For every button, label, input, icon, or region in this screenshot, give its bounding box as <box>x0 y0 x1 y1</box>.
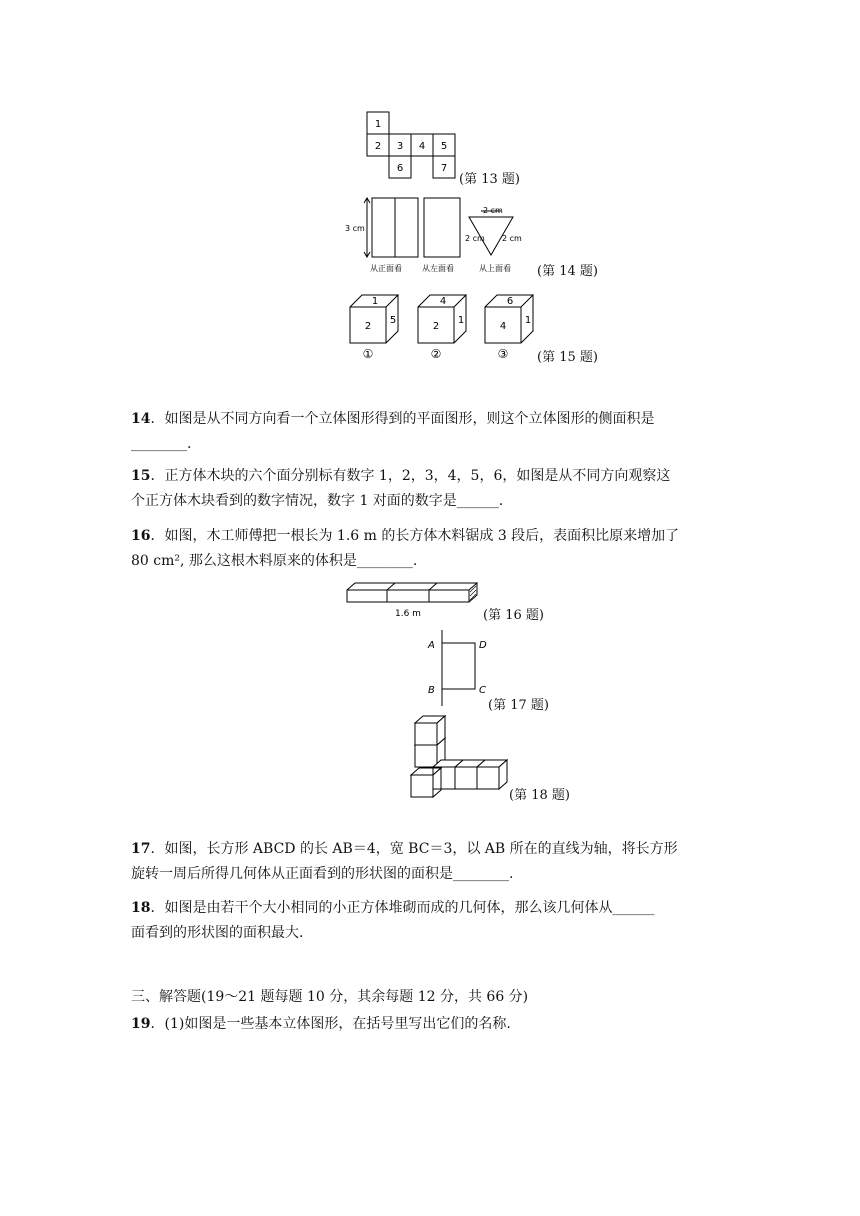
q14-line2: ________. <box>131 436 192 452</box>
net-cell-7: 7 <box>440 163 448 174</box>
caption-17: (第 17 题) <box>488 698 549 713</box>
cube2-front: 2 <box>432 321 440 332</box>
view-left-label: 从左面看 <box>422 264 454 273</box>
question-18 <box>131 896 731 946</box>
cube3-side: 1 <box>524 315 532 326</box>
question-14 <box>131 407 731 457</box>
q17-number: 17 <box>131 841 151 857</box>
cube1-front: 2 <box>364 321 372 332</box>
q18-line2: 面看到的形状图的面积最大. <box>131 925 304 941</box>
q16-number: 16 <box>131 528 151 544</box>
question-17 <box>131 837 731 887</box>
q19-number: 19 <box>131 1016 151 1032</box>
caption-16: (第 16 题) <box>483 608 544 623</box>
q18-line1: ．如图是由若干个大小相同的小正方体堆砌而成的几何体，那么该几何体从______ <box>150 900 655 916</box>
view-front-label: 从正面看 <box>370 264 402 273</box>
caption-13: (第 13 题) <box>459 172 520 187</box>
net-cell-6: 6 <box>396 163 404 174</box>
cube-net-figure <box>365 110 465 185</box>
left-edge-label: 2 cm <box>465 234 485 243</box>
section-3-heading <box>131 985 731 1010</box>
q16-line2: 80 cm², 那么这根木料原来的体积是________. <box>131 553 418 569</box>
net-cell-4: 4 <box>418 141 426 152</box>
cube1-top: 1 <box>371 296 379 307</box>
net-cell-3: 3 <box>396 141 404 152</box>
net-cell-5: 5 <box>440 141 448 152</box>
three-cubes-figure <box>345 292 540 367</box>
length-label: 1.6 m <box>395 609 421 619</box>
q14-line1: ．如图是从不同方向看一个立体图形得到的平面图形，则这个立体图形的侧面积是 <box>150 411 655 427</box>
right-edge-label: 2 cm <box>502 234 522 243</box>
cube3-top: 6 <box>506 296 514 307</box>
q17-line2: 旋转一周后所得几何体从正面看到的形状图的面积是________. <box>131 866 514 882</box>
q15-line1: ．正方体木块的六个面分别标有数字 1，2，3，4，5，6，如图是从不同方向观察这 <box>150 468 671 484</box>
point-B: B <box>428 685 435 696</box>
q15-line2: 个正方体木块看到的数字情况，数字 1 对面的数字是______. <box>131 493 504 509</box>
net-cell-2: 2 <box>374 141 382 152</box>
q14-number: 14 <box>131 411 151 427</box>
question-15 <box>131 464 731 514</box>
cube3-label: ③ <box>497 347 509 361</box>
cube2-label: ② <box>430 347 442 361</box>
q15-number: 15 <box>131 468 151 484</box>
point-A: A <box>428 640 435 651</box>
q19-line1: ．(1)如图是一些基本立体图形，在括号里写出它们的名称. <box>150 1016 511 1032</box>
caption-14: (第 14 题) <box>537 264 598 279</box>
top-edge-label: 2 cm <box>483 206 503 215</box>
net-cell-1: 1 <box>374 119 382 130</box>
question-16 <box>131 524 731 574</box>
stacked-cubes-figure <box>405 715 515 800</box>
point-D: D <box>479 640 487 651</box>
q17-line1: ．如图，长方形 ABCD 的长 AB＝4，宽 BC＝3，以 AB 所在的直线为轴，将长方形 <box>150 841 678 857</box>
question-19 <box>131 1012 731 1037</box>
cube3-front: 4 <box>499 321 507 332</box>
q18-number: 18 <box>131 900 151 916</box>
cube2-side: 1 <box>457 315 465 326</box>
height-label: 3 cm <box>345 224 365 233</box>
point-C: C <box>479 685 486 696</box>
view-top-label: 从上面看 <box>479 264 511 273</box>
caption-15: (第 15 题) <box>537 350 598 365</box>
three-views-figure <box>345 195 535 275</box>
section-3-title: 三、解答题(19～21 题每题 10 分，其余每题 12 分，共 66 分) <box>131 989 529 1005</box>
cube2-top: 4 <box>439 296 447 307</box>
timber-figure <box>343 580 483 620</box>
cube1-label: ① <box>362 347 374 361</box>
q16-line1: ．如图，木工师傅把一根长为 1.6 m 的长方体木料锯成 3 段后，表面积比原来增加了 <box>150 528 680 544</box>
caption-18: (第 18 题) <box>509 788 570 803</box>
cube1-side: 5 <box>389 315 397 326</box>
